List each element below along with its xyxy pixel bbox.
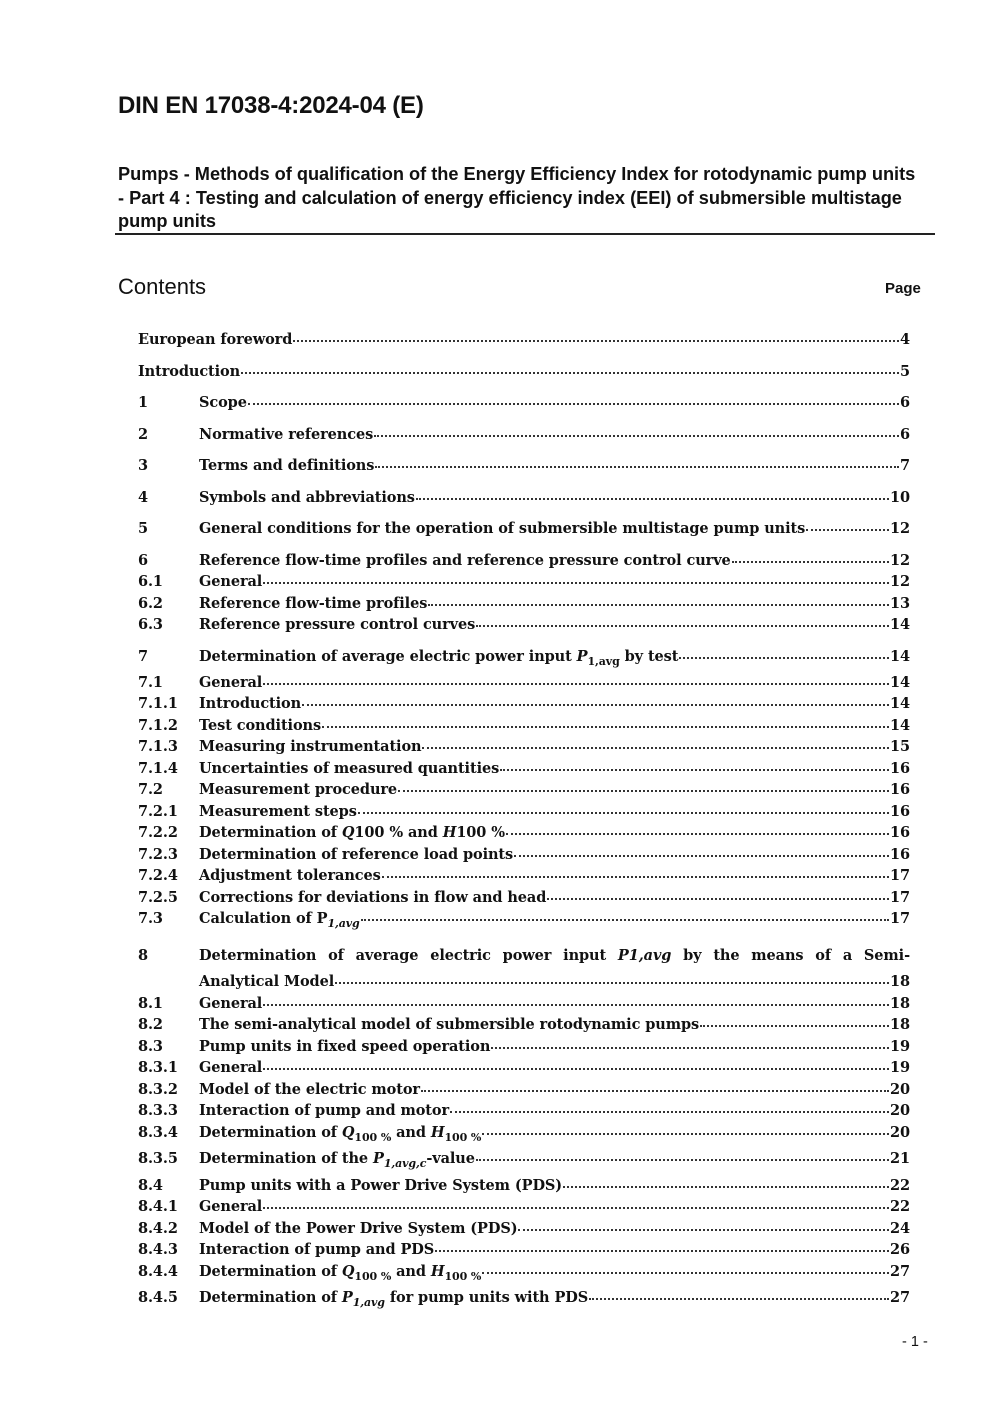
toc-entry-number: 8.4.5 (138, 1289, 178, 1306)
toc-leader (375, 466, 899, 468)
toc-entry-title: Calculation of $P_{1,avg}$ (199, 910, 360, 930)
toc-entry-page: 18 (890, 973, 910, 990)
toc-entry-page: 14 (890, 695, 910, 712)
toc-leader (263, 1207, 889, 1209)
page-number: - 1 - (902, 1334, 928, 1350)
toc-entry-page: 12 (890, 552, 910, 569)
toc-entry-number: 3 (138, 457, 148, 474)
toc-leader (476, 625, 889, 627)
toc-entry-page: 27 (890, 1289, 910, 1306)
toc-entry[interactable] (138, 1081, 910, 1102)
toc-entry-title: Normative references (199, 426, 374, 443)
toc-entry-number: 8.3 (138, 1038, 163, 1055)
toc-leader (302, 704, 889, 706)
toc-entry[interactable] (138, 1220, 910, 1241)
toc-entry-page: 14 (890, 616, 910, 633)
toc-entry-page: 7 (900, 457, 910, 474)
toc-entry-page: 21 (890, 1150, 910, 1167)
toc-entry-title: Model of the Power Drive System (PDS) (199, 1220, 518, 1237)
toc-leader (450, 1111, 889, 1113)
toc-entry-number: 7 (138, 648, 148, 665)
toc-entry-number: 8.3.1 (138, 1059, 178, 1076)
flow-symbol: Q (341, 1263, 355, 1280)
toc-entry-page: 5 (900, 363, 910, 380)
toc-entry-number: 7.2.5 (138, 889, 178, 906)
toc-entry-title: General (199, 674, 263, 691)
toc-entry-title: Introduction (138, 363, 241, 380)
toc-entry-title: Pump units with a Power Drive System (PDS) (199, 1177, 563, 1194)
toc-entry-title: Symbols and abbreviations (199, 489, 415, 506)
toc-leader (547, 898, 889, 900)
toc-entry[interactable] (138, 738, 910, 759)
toc-entry-page: 12 (890, 573, 910, 590)
toc-entry[interactable] (138, 457, 910, 478)
toc-entry-title: Determination of average electric power input $P_{1,avg}$ by test (199, 648, 679, 668)
toc-entry-page: 12 (890, 520, 910, 537)
toc-entry-number: 5 (138, 520, 148, 537)
toc-entry[interactable] (138, 846, 910, 867)
toc-leader (514, 855, 889, 857)
toc-leader (435, 1250, 889, 1252)
toc-entry-number: 8 (138, 947, 148, 964)
toc-entry-number: 8.3.5 (138, 1150, 178, 1167)
contents-heading: Contents (118, 274, 207, 299)
toc-entry-title: Determination of $P_{1,avg}$ for pump units with PDS (199, 1289, 589, 1309)
toc-entry-title: General (199, 995, 263, 1012)
toc-leader (563, 1186, 889, 1188)
toc-entry-title-line2: Analytical Model (199, 973, 335, 990)
toc-leader (518, 1229, 889, 1231)
toc-entry-title: General (199, 1198, 263, 1215)
toc-entry[interactable] (138, 1289, 910, 1310)
toc-entry-title: Reference pressure control curves (199, 616, 476, 633)
toc-entry-title: Determination of the $P_{1,avg,c}$-value (199, 1150, 475, 1170)
toc-entry-number: 8.3.3 (138, 1102, 178, 1119)
toc-entry-number: 6.3 (138, 616, 163, 633)
toc-entry-page: 22 (890, 1198, 910, 1215)
toc-entry-page: 16 (890, 846, 910, 863)
toc-entry[interactable] (138, 616, 910, 637)
toc-leader (322, 726, 889, 728)
toc-entry[interactable] (138, 489, 910, 510)
toc-entry-page: 19 (890, 1038, 910, 1055)
toc-entry[interactable] (138, 1038, 910, 1059)
toc-leader (248, 403, 899, 405)
toc-entry-number: 1 (138, 394, 148, 411)
toc-entry[interactable] (138, 803, 910, 824)
toc-entry[interactable] (138, 695, 910, 716)
toc-entry-title: Reference flow-time profiles and reference pressure control curve (199, 552, 731, 569)
flow-symbol: Q (341, 824, 355, 841)
title-divider (115, 233, 935, 235)
toc-entry-number: 6.1 (138, 573, 163, 590)
toc-entry-title: Uncertainties of measured quantities (199, 760, 500, 777)
toc-entry-page: 6 (900, 394, 910, 411)
toc-leader (491, 1047, 889, 1049)
toc-entry-title-line1: Determination of average electric power input P1,avg by the means of a Semi- (199, 947, 910, 964)
toc-entry-number: 8.2 (138, 1016, 163, 1033)
toc-entry-number: 8.4.4 (138, 1263, 178, 1280)
toc-entry[interactable] (138, 824, 910, 845)
toc-leader (482, 1272, 889, 1274)
toc-leader (476, 1159, 889, 1161)
toc-entry[interactable] (138, 867, 910, 888)
toc-entry-page: 16 (890, 803, 910, 820)
toc-entry-title: Corrections for deviations in flow and head (199, 889, 547, 906)
toc-leader (500, 769, 889, 771)
toc-entry[interactable] (138, 1102, 910, 1123)
page-column-label: Page (885, 280, 921, 297)
document-title: DIN EN 17038-4:2024-04 (E) (118, 92, 424, 119)
toc-entry-page: 20 (890, 1081, 910, 1098)
power-symbol: P1,avg (617, 947, 672, 964)
toc-entry-title: Model of the electric motor (199, 1081, 420, 1098)
toc-entry-number: 7.1.3 (138, 738, 178, 755)
toc-entry-title: Scope (199, 394, 247, 411)
toc-entry[interactable] (138, 573, 910, 594)
toc-leader (241, 372, 899, 374)
toc-entry-page: 18 (890, 1016, 910, 1033)
toc-entry-title: General conditions for the operation of submersible multistage pump units (199, 520, 806, 537)
toc-entry-title: Adjustment tolerances (199, 867, 381, 884)
toc-leader (428, 604, 889, 606)
toc-leader (806, 529, 889, 531)
toc-entry[interactable] (138, 1241, 910, 1262)
toc-entry-number: 7.2.2 (138, 824, 178, 841)
toc-entry-page: 18 (890, 995, 910, 1012)
toc-entry-page: 17 (890, 910, 910, 927)
toc-entry-title: Measurement steps (199, 803, 357, 820)
toc-entry-page: 19 (890, 1059, 910, 1076)
toc-entry[interactable] (138, 552, 910, 573)
toc-entry-title: Test conditions (199, 717, 322, 734)
toc-entry-title: Determination of reference load points (199, 846, 514, 863)
toc-entry-number: 8.4 (138, 1177, 163, 1194)
toc-entry-number: 8.3.4 (138, 1124, 178, 1141)
toc-entry-title: The semi-analytical model of submersible rotodynamic pumps (199, 1016, 700, 1033)
toc-leader (422, 747, 889, 749)
power-symbol: P (373, 1150, 384, 1167)
toc-entry[interactable] (138, 426, 910, 447)
toc-entry-number: 8.4.2 (138, 1220, 178, 1237)
toc-leader (263, 582, 889, 584)
toc-leader (335, 982, 889, 984)
toc-entry-page: 24 (890, 1220, 910, 1237)
toc-entry-title: Determination of $Q_{100 \%}$ and $H_{100 \%}$ (199, 1124, 482, 1144)
toc-entry-title: General (199, 573, 263, 590)
toc-entry-number: 6.2 (138, 595, 163, 612)
toc-entry-page: 22 (890, 1177, 910, 1194)
toc-entry[interactable] (138, 363, 910, 384)
toc-entry-page: 4 (900, 331, 910, 348)
head-symbol: H (430, 1263, 445, 1280)
toc-leader (679, 657, 889, 659)
toc-entry[interactable] (138, 910, 910, 931)
toc-entry-title: Introduction (199, 695, 302, 712)
toc-entry[interactable] (138, 1150, 910, 1171)
toc-entry-page: 6 (900, 426, 910, 443)
power-symbol: P (341, 1289, 353, 1306)
toc-entry-title: European foreword (138, 331, 293, 348)
toc-entry[interactable] (138, 1124, 910, 1145)
toc-entry-number: 7.1 (138, 674, 163, 691)
toc-entry-page: 14 (890, 674, 910, 691)
toc-leader (506, 833, 889, 835)
toc-entry-page: 14 (890, 717, 910, 734)
toc-leader (482, 1133, 889, 1135)
toc-leader (374, 435, 899, 437)
toc-entry-page: 20 (890, 1124, 910, 1141)
toc-entry-title: Measuring instrumentation (199, 738, 422, 755)
toc-entry-title: Pump units in fixed speed operation (199, 1038, 491, 1055)
toc-leader (589, 1298, 889, 1300)
flow-symbol: Q (341, 1124, 355, 1141)
toc-entry-page: 27 (890, 1263, 910, 1280)
toc-leader (293, 340, 899, 342)
toc-entry[interactable] (138, 674, 910, 695)
toc-entry-number: 8.4.3 (138, 1241, 178, 1258)
toc-entry-page: 17 (890, 889, 910, 906)
toc-entry[interactable] (138, 595, 910, 616)
toc-entry[interactable] (138, 1059, 910, 1080)
toc-entry-title: Terms and definitions (199, 457, 375, 474)
toc-leader (732, 561, 889, 563)
toc-leader (263, 1004, 889, 1006)
toc-entry-continuation[interactable] (138, 973, 910, 994)
toc-leader (421, 1090, 889, 1092)
toc-entry[interactable] (138, 760, 910, 781)
toc-entry-page: 10 (890, 489, 910, 506)
toc-entry-number: 8.3.2 (138, 1081, 178, 1098)
toc-entry-number: 8.1 (138, 995, 163, 1012)
toc-leader (700, 1025, 889, 1027)
toc-leader (382, 876, 889, 878)
toc-leader (416, 498, 889, 500)
toc-entry-number: 6 (138, 552, 148, 569)
toc-entry-title: Reference flow-time profiles (199, 595, 428, 612)
toc-entry-page: 16 (890, 781, 910, 798)
toc-entry[interactable] (138, 331, 910, 352)
document-subtitle: Pumps - Methods of qualification of the Energy Efficiency Index for rotodynamic pump units - Part 4 : Testing and calculation of energy efficiency index (EEI) of submersible multistage pump units (118, 164, 916, 231)
toc-entry-page: 20 (890, 1102, 910, 1119)
toc-entry-page: 16 (890, 760, 910, 777)
toc-entry-number: 2 (138, 426, 148, 443)
toc-entry[interactable] (138, 889, 910, 910)
toc-entry-title: Measurement procedure (199, 781, 398, 798)
toc-entry-page: 15 (890, 738, 910, 755)
toc-entry[interactable] (138, 781, 910, 802)
toc-entry[interactable] (138, 947, 910, 968)
head-symbol: H (442, 824, 457, 841)
toc-entry[interactable] (138, 1198, 910, 1219)
toc-entry-page: 14 (890, 648, 910, 665)
toc-leader (358, 812, 889, 814)
toc-entry-page: 26 (890, 1241, 910, 1258)
head-symbol: H (430, 1124, 445, 1141)
toc-entry-title: Determination of $Q_{100 \%}$ and $H_{100 \%}$ (199, 1263, 482, 1283)
toc-leader (361, 919, 889, 921)
toc-entry-page: 13 (890, 595, 910, 612)
toc-entry-number: 7.2.4 (138, 867, 178, 884)
toc-entry-title: Interaction of pump and motor (199, 1102, 449, 1119)
toc-entry[interactable] (138, 1177, 910, 1198)
toc-leader (263, 1068, 889, 1070)
toc-leader (398, 790, 889, 792)
toc-entry-number: 4 (138, 489, 148, 506)
toc-entry-number: 7.2.3 (138, 846, 178, 863)
toc-entry-number: 7.1.1 (138, 695, 178, 712)
toc-entry-number: 8.4.1 (138, 1198, 178, 1215)
toc-entry-number: 7.1.4 (138, 760, 178, 777)
toc-entry[interactable] (138, 648, 910, 669)
toc-entry-number: 7.3 (138, 910, 163, 927)
toc-entry[interactable] (138, 520, 910, 541)
toc-entry-title: General (199, 1059, 263, 1076)
toc-entry-page: 17 (890, 867, 910, 884)
power-symbol: P (576, 648, 588, 665)
toc-entry-number: 7.2 (138, 781, 163, 798)
toc-entry[interactable] (138, 1263, 910, 1284)
toc-entry[interactable] (138, 995, 910, 1016)
toc-entry-title: Determination of Q100 % and H100 % (199, 824, 505, 841)
toc-entry-number: 7.1.2 (138, 717, 178, 734)
toc-entry[interactable] (138, 717, 910, 738)
toc-entry[interactable] (138, 1016, 910, 1037)
toc-leader (263, 683, 889, 685)
toc-entry-title: Interaction of pump and PDS (199, 1241, 435, 1258)
toc-entry[interactable] (138, 394, 910, 415)
toc-entry-number: 7.2.1 (138, 803, 178, 820)
toc-entry-page: 16 (890, 824, 910, 841)
